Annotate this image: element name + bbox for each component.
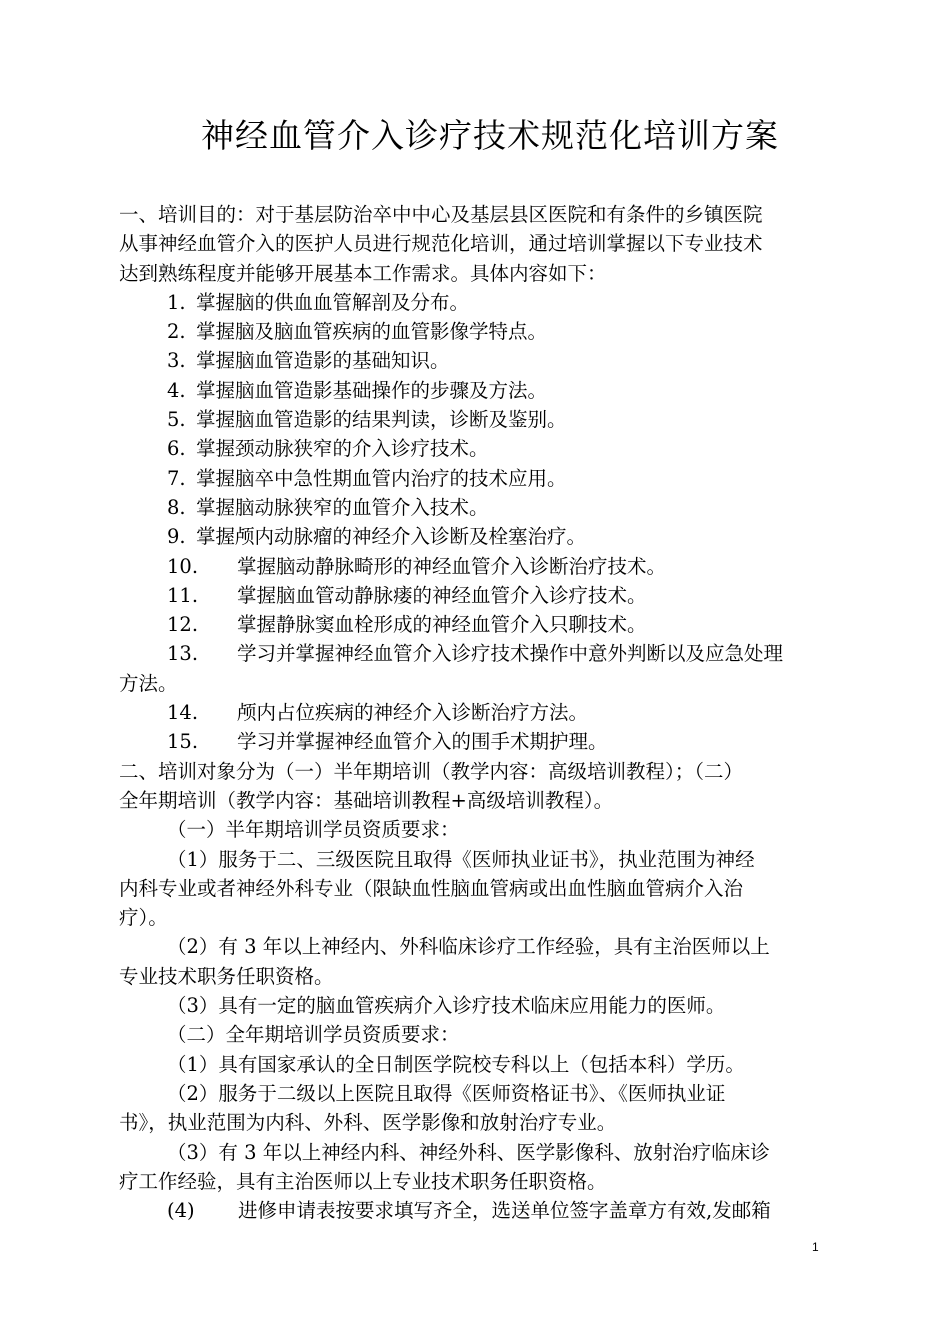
list-item-text: 掌握静脉窦血栓形成的神经血管介入只聊技术。 <box>237 613 647 637</box>
list-item-number: 15. <box>167 730 199 754</box>
list-item-number: 2. <box>167 320 186 344</box>
document-body <box>119 200 864 1225</box>
list-item-text: 学习并掌握神经血管介入诊疗技术操作中意外判断以及应急处理 <box>237 642 784 666</box>
requirement-line: 书》，执业范围为内科、外科、医学影像和放射治疗专业。 <box>119 1111 617 1135</box>
list-item <box>119 346 864 375</box>
requirement-line: 疗）。 <box>119 906 168 930</box>
list-item <box>119 610 864 639</box>
list-item-text: 掌握颅内动脉瘤的神经介入诊断及栓塞治疗。 <box>196 525 587 549</box>
requirement-line: （3）具有一定的脑血管疾病介入诊疗技术临床应用能力的医师。 <box>167 994 726 1018</box>
section2-line: 二、培训对象分为（一）半年期培训（教学内容：高级培训教程）；（二） <box>119 759 744 783</box>
document-title: 神经血管介入诊疗技术规范化培训方案 <box>201 116 779 155</box>
half-year-heading: （一）半年期培训学员资质要求： <box>167 818 460 842</box>
list-item-text: 颅内占位疾病的神经介入诊断治疗方法。 <box>237 701 589 725</box>
list-item-number: 1. <box>167 290 186 314</box>
list-item <box>119 376 864 405</box>
list-item <box>119 464 864 493</box>
list-item <box>119 639 864 668</box>
list-item <box>119 698 864 727</box>
section1-line: 一、培训目的：对于基层防治卒中中心及基层县区医院和有条件的乡镇医院 <box>119 203 763 226</box>
list-item-text: 掌握脑血管造影的基础知识。 <box>196 349 450 373</box>
full-year-heading: （二）全年期培训学员资质要求： <box>167 1023 460 1047</box>
list-item-number: 10. <box>167 554 199 578</box>
requirement-line: （3）有 3 年以上神经内科、神经外科、医学影像科、放射治疗临床诊 <box>167 1140 770 1164</box>
list-item-text: 掌握颈动脉狭窄的介入诊疗技术。 <box>196 437 489 461</box>
list-item-number: 3. <box>167 349 186 373</box>
requirement-line: （1）具有国家承认的全日制医学院校专科以上（包括本科）学历。 <box>167 1052 745 1076</box>
section2-line: 全年期培训（教学内容：基础培训教程+高级培训教程）。 <box>119 788 614 812</box>
list-item-number: 12. <box>167 613 199 637</box>
list-item <box>119 727 864 756</box>
list-item-number: 5. <box>167 408 186 432</box>
list-item-continuation: 方法。 <box>119 671 178 695</box>
list-item-text: 掌握脑动脉狭窄的血管介入技术。 <box>196 495 489 519</box>
requirement-line: 疗工作经验，具有主治医师以上专业技术职务任职资格。 <box>119 1169 607 1193</box>
requirement-line: （2）服务于二级以上医院且取得《医师资格证书》、《医师执业证 <box>167 1081 726 1105</box>
list-item-text: 学习并掌握神经血管介入的围手术期护理。 <box>237 730 608 754</box>
list-item <box>119 522 864 551</box>
list-item <box>119 581 864 610</box>
list-item-number: 4. <box>167 378 186 402</box>
list-item-number: 6. <box>167 437 186 461</box>
list-item-text: 掌握脑血管动静脉瘘的神经血管介入诊疗技术。 <box>237 583 647 607</box>
list-item <box>119 552 864 581</box>
list-item <box>119 288 864 317</box>
section1-line: 从事神经血管介入的医护人员进行规范化培训，通过培训掌握以下专业技术 <box>119 232 763 256</box>
list-item-text: 掌握脑及脑血管疾病的血管影像学特点。 <box>196 320 548 344</box>
requirement-number: (4) <box>167 1199 195 1223</box>
list-item-text: 掌握脑血管造影的结果判读，诊断及鉴别。 <box>196 408 567 432</box>
list-item <box>119 317 864 346</box>
list-item-number: 8. <box>167 495 186 519</box>
list-item-number: 14. <box>167 701 199 725</box>
list-item <box>119 405 864 434</box>
page-number: 1 <box>812 1240 819 1254</box>
requirement-line: （1）服务于二、三级医院且取得《医师执业证书》，执业范围为神经 <box>167 847 755 871</box>
list-item-number: 13. <box>167 642 199 666</box>
list-item-text: 掌握脑卒中急性期血管内治疗的技术应用。 <box>196 466 567 490</box>
list-item <box>119 493 864 522</box>
list-item-text: 掌握脑动静脉畸形的神经血管介入诊断治疗技术。 <box>237 554 667 578</box>
list-item-number: 11. <box>167 583 199 607</box>
list-item-text: 掌握脑血管造影基础操作的步骤及方法。 <box>196 378 548 402</box>
requirement-line <box>119 1196 864 1225</box>
list-item <box>119 434 864 463</box>
section1-line: 达到熟练程度并能够开展基本工作需求。具体内容如下： <box>119 261 607 285</box>
requirement-line: 专业技术职务任职资格。 <box>119 964 334 988</box>
list-item-text: 掌握脑的供血血管解剖及分布。 <box>196 290 470 314</box>
requirement-text: 进修申请表按要求填写齐全，选送单位签字盖章方有效,发邮箱 <box>238 1199 771 1223</box>
requirement-line: （2）有 3 年以上神经内、外科临床诊疗工作经验，具有主治医师以上 <box>167 935 770 959</box>
list-item-number: 7. <box>167 466 186 490</box>
list-item-number: 9. <box>167 525 186 549</box>
requirement-line: 内科专业或者神经外科专业（限缺血性脑血管病或出血性脑血管病介入治 <box>119 876 744 900</box>
